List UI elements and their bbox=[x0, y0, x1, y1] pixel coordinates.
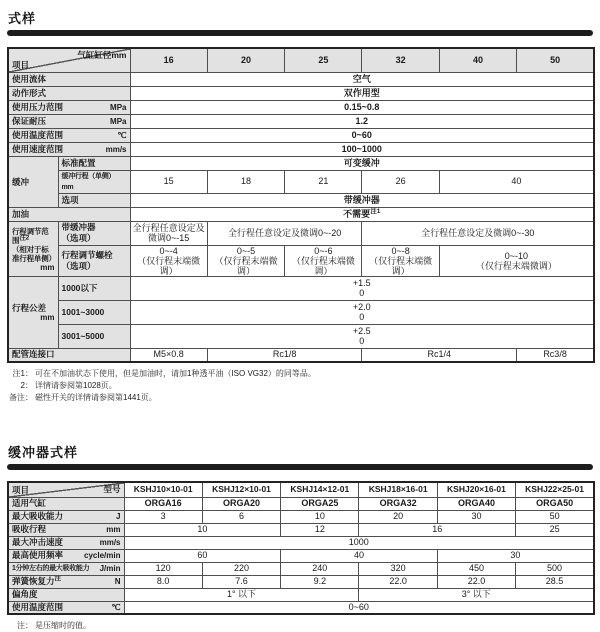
row-label: 带缓冲器 （选项） bbox=[58, 221, 130, 245]
column-header: KSHJ12×10-01 bbox=[202, 482, 280, 497]
table-row bbox=[8, 114, 594, 128]
row-label: 保证耐压 MPa bbox=[8, 114, 130, 128]
value-cell: 7.6 bbox=[202, 575, 280, 588]
note-text: 可在不加油状态下使用，但是加油时，请加1种透平油（ISO VG32）的同等品。 bbox=[35, 369, 316, 378]
value-cell: 带缓冲器 bbox=[130, 193, 594, 207]
row-label: 加油 bbox=[8, 207, 130, 221]
value-cell: 120 bbox=[124, 562, 202, 575]
value-cell: 0~60 bbox=[130, 128, 594, 142]
row-label: 使用流体 bbox=[8, 72, 130, 86]
column-header: 50 bbox=[517, 48, 594, 72]
table-row bbox=[8, 523, 594, 536]
header-row bbox=[8, 48, 594, 72]
absorber-notes bbox=[7, 620, 593, 632]
note-prefix: 注1： bbox=[12, 369, 33, 378]
value-cell: 240 bbox=[281, 562, 359, 575]
table-row bbox=[8, 245, 594, 276]
note-prefix: 2： bbox=[20, 381, 33, 390]
table-row bbox=[8, 276, 594, 300]
column-header: 32 bbox=[362, 48, 439, 72]
absorber-section bbox=[7, 442, 593, 632]
value-cell: 全行程任意设定及微调0~-20 bbox=[207, 221, 362, 245]
corner-top-right-label: 气缸缸径mm bbox=[77, 50, 127, 60]
column-header: KSHJ14×12-01 bbox=[281, 482, 359, 497]
note-line bbox=[7, 368, 593, 380]
row-label: 偏角度 bbox=[8, 588, 124, 601]
value-cell: 25 bbox=[516, 523, 594, 536]
table-row bbox=[8, 100, 594, 114]
row-group-label: 行程公差 mm bbox=[8, 276, 58, 348]
table-row bbox=[8, 497, 594, 510]
specs-title: 式样 bbox=[8, 11, 37, 26]
table-row bbox=[8, 142, 594, 156]
note-prefix: 注： bbox=[17, 621, 33, 630]
value-cell: +1.5 0 bbox=[130, 276, 594, 300]
value-cell: 10 bbox=[124, 523, 281, 536]
absorber-title: 缓冲器式样 bbox=[8, 445, 79, 460]
value-cell: ORGA40 bbox=[437, 497, 515, 510]
value-cell: 450 bbox=[437, 562, 515, 575]
row-label: 选项 bbox=[58, 193, 130, 207]
value-cell: 0~60 bbox=[124, 601, 594, 614]
value-cell: Rc1/8 bbox=[207, 348, 362, 362]
row-label: 吸收行程 mm bbox=[8, 523, 124, 536]
value-cell: 1000 bbox=[124, 536, 594, 549]
row-label: 标准配置 bbox=[58, 156, 130, 170]
value-cell: 3° 以下 bbox=[359, 588, 594, 601]
table-row bbox=[8, 510, 594, 523]
value-cell: ORGA50 bbox=[516, 497, 594, 510]
note-text: 磁性开关的详情请参阅第1441页。 bbox=[35, 393, 157, 402]
value-cell: 12 bbox=[281, 523, 359, 536]
value-cell: 全行程任意设定及微调0~-30 bbox=[362, 221, 594, 245]
note-line bbox=[7, 380, 593, 392]
table-row bbox=[8, 562, 594, 575]
value-cell: 0.15~0.8 bbox=[130, 100, 594, 114]
value-cell: 320 bbox=[359, 562, 437, 575]
value-cell: 3 bbox=[124, 510, 202, 523]
value-cell: 不需要$^{注1}$ bbox=[130, 207, 594, 221]
row-label: 使用压力范围 MPa bbox=[8, 100, 130, 114]
value-cell: 双作用型 bbox=[130, 86, 594, 100]
row-label: 弹簧恢复力$^注$ N bbox=[8, 575, 124, 588]
row-group-label: 行程调节范围$^{注2}$ （相对于标准行程单侧） mm bbox=[8, 221, 58, 276]
column-header: KSHJ18×16-01 bbox=[359, 482, 437, 497]
row-label: 最高使用频率 cycle/min bbox=[8, 549, 124, 562]
note-line bbox=[7, 392, 593, 404]
corner-cell bbox=[8, 48, 130, 72]
table-row bbox=[8, 324, 594, 348]
table-row bbox=[8, 536, 594, 549]
value-cell: ORGA20 bbox=[202, 497, 280, 510]
table-row bbox=[8, 72, 594, 86]
value-cell: M5×0.8 bbox=[130, 348, 207, 362]
value-cell: 0~-5 （仅行程末端微调） bbox=[207, 245, 284, 276]
row-label: 最大吸收能力 J bbox=[8, 510, 124, 523]
note-prefix: 备注： bbox=[9, 393, 33, 402]
value-cell: 10 bbox=[281, 510, 359, 523]
row-label: 使用速度范围 mm/s bbox=[8, 142, 130, 156]
row-label: 最大冲击速度 mm/s bbox=[8, 536, 124, 549]
value-cell: 22.0 bbox=[359, 575, 437, 588]
value-cell: 500 bbox=[516, 562, 594, 575]
column-header: 16 bbox=[130, 48, 207, 72]
table-row bbox=[8, 575, 594, 588]
value-cell: 0~-4 （仅行程末端微调） bbox=[130, 245, 207, 276]
column-header: KSHJ22×25-01 bbox=[516, 482, 594, 497]
row-label: 缓冲行程（单侧）mm bbox=[58, 170, 130, 193]
column-header: 25 bbox=[285, 48, 362, 72]
value-cell: Rc1/4 bbox=[362, 348, 517, 362]
value-cell: 21 bbox=[285, 170, 362, 193]
column-header: KSHJ10×10-01 bbox=[124, 482, 202, 497]
column-header: KSHJ20×16-01 bbox=[437, 482, 515, 497]
table-row bbox=[8, 193, 594, 207]
value-cell: 0~-6 （仅行程末端微调） bbox=[285, 245, 362, 276]
value-cell: 9.2 bbox=[281, 575, 359, 588]
specs-notes bbox=[7, 368, 593, 404]
value-cell: +2.0 0 bbox=[130, 300, 594, 324]
value-cell: 可变缓冲 bbox=[130, 156, 594, 170]
value-cell: 220 bbox=[202, 562, 280, 575]
value-cell: +2.5 0 bbox=[130, 324, 594, 348]
value-cell: 全行程任意设定及微调0~-15 bbox=[130, 221, 207, 245]
value-cell: 60 bbox=[124, 549, 281, 562]
table-row bbox=[8, 207, 594, 221]
table-row bbox=[8, 601, 594, 614]
header-row bbox=[8, 482, 594, 497]
value-cell: 20 bbox=[359, 510, 437, 523]
value-cell: 50 bbox=[516, 510, 594, 523]
specs-table bbox=[7, 47, 595, 363]
row-label: 1分钟左右的最大吸收能力 J/min bbox=[8, 562, 124, 575]
table-row bbox=[8, 128, 594, 142]
row-label: 使用温度范围 ℃ bbox=[8, 128, 130, 142]
value-cell: 28.5 bbox=[516, 575, 594, 588]
value-cell: 0~-10 （仅行程末端微调） bbox=[439, 245, 594, 276]
table-row bbox=[8, 221, 594, 245]
table-row bbox=[8, 156, 594, 170]
absorber-title-rule bbox=[7, 464, 593, 470]
value-cell: 6 bbox=[202, 510, 280, 523]
table-row bbox=[8, 86, 594, 100]
value-cell: 100~1000 bbox=[130, 142, 594, 156]
table-row bbox=[8, 588, 594, 601]
note-text: 是压缩时的值。 bbox=[35, 621, 91, 630]
value-cell: 空气 bbox=[130, 72, 594, 86]
corner-top-right-label: 型号 bbox=[103, 484, 121, 494]
value-cell: Rc3/8 bbox=[517, 348, 594, 362]
table-row bbox=[8, 300, 594, 324]
value-cell: 30 bbox=[437, 510, 515, 523]
value-cell: 15 bbox=[130, 170, 207, 193]
row-label: 使用温度范围 ℃ bbox=[8, 601, 124, 614]
value-cell: ORGA16 bbox=[124, 497, 202, 510]
row-label: 配管连接口 bbox=[8, 348, 130, 362]
row-label: 动作形式 bbox=[8, 86, 130, 100]
corner-cell bbox=[8, 482, 124, 497]
absorber-table bbox=[7, 481, 595, 615]
table-row bbox=[8, 170, 594, 193]
row-label: 适用气缸 bbox=[8, 497, 124, 510]
row-label: 行程调节螺栓 （选项） bbox=[58, 245, 130, 276]
corner-bottom-left-label: 项目 bbox=[12, 59, 30, 70]
value-cell: 26 bbox=[362, 170, 439, 193]
specs-section bbox=[7, 8, 593, 404]
corner-bottom-left-label: 项目 bbox=[12, 484, 30, 495]
row-label: 1000以下 bbox=[58, 276, 130, 300]
value-cell: 18 bbox=[207, 170, 284, 193]
value-cell: ORGA25 bbox=[281, 497, 359, 510]
column-header: 20 bbox=[207, 48, 284, 72]
value-cell: 8.0 bbox=[124, 575, 202, 588]
specs-title-rule bbox=[7, 30, 593, 36]
row-label: 1001~3000 bbox=[58, 300, 130, 324]
note-text: 详情请参阅第1028页。 bbox=[35, 381, 117, 390]
value-cell: 1° 以下 bbox=[124, 588, 359, 601]
value-cell: 0~-8 （仅行程末端微调） bbox=[362, 245, 439, 276]
column-header: 40 bbox=[439, 48, 516, 72]
value-cell: 16 bbox=[359, 523, 516, 536]
note-line bbox=[7, 620, 593, 632]
value-cell: 30 bbox=[437, 549, 594, 562]
value-cell: 40 bbox=[281, 549, 438, 562]
value-cell: ORGA32 bbox=[359, 497, 437, 510]
value-cell: 1.2 bbox=[130, 114, 594, 128]
value-cell: 40 bbox=[439, 170, 594, 193]
table-row bbox=[8, 348, 594, 362]
value-cell: 22.0 bbox=[437, 575, 515, 588]
table-row bbox=[8, 549, 594, 562]
row-group-label: 缓冲 bbox=[8, 156, 58, 207]
row-label: 3001~5000 bbox=[58, 324, 130, 348]
